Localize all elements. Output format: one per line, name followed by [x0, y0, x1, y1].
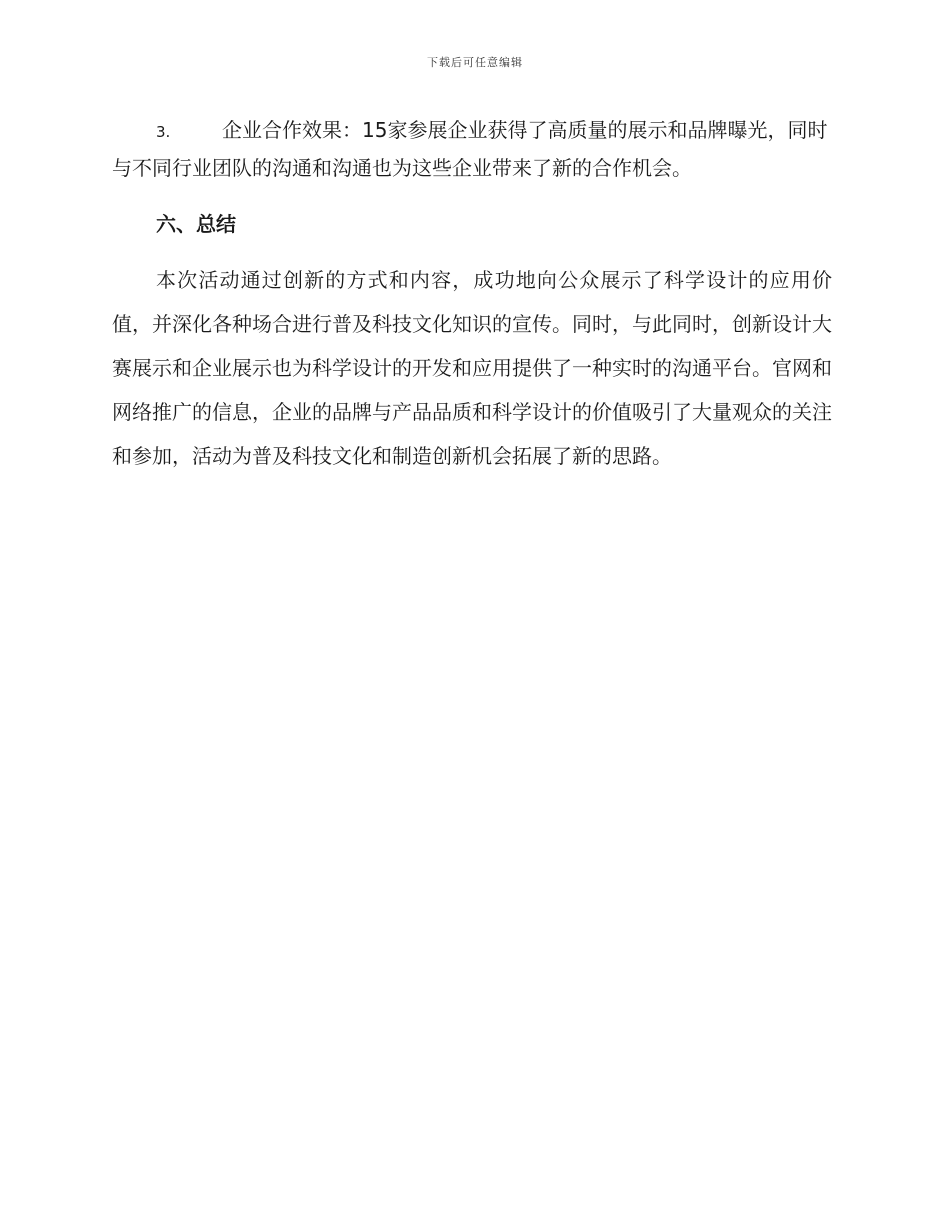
- document-body: [112, 112, 832, 478]
- list-item-number: 3.: [156, 123, 171, 141]
- header-note: 下载后可任意编辑: [427, 56, 523, 69]
- section-heading: 六、总结: [156, 212, 236, 236]
- summary-paragraph: 本次活动通过创新的方式和内容，成功地向公众展示了科学设计的应用价值，并深化各种场合进行普及科技文化知识的宣传。同时，与此同时，创新设计大赛展示和企业展示也为科学设计的开发和应用提供了一种实时的沟通平台。官网和网络推广的信息，企业的品牌与产品品质和科学设计的价值吸引了大量观众的关注和参加，活动为普及科技文化和制造创新机会拓展了新的思路。: [112, 268, 832, 468]
- list-item: [112, 112, 832, 186]
- list-item-text: 企业合作效果：15家参展企业获得了高质量的展示和品牌曝光，同时与不同行业团队的沟通和沟通也为这些企业带来了新的合作机会。: [112, 118, 828, 180]
